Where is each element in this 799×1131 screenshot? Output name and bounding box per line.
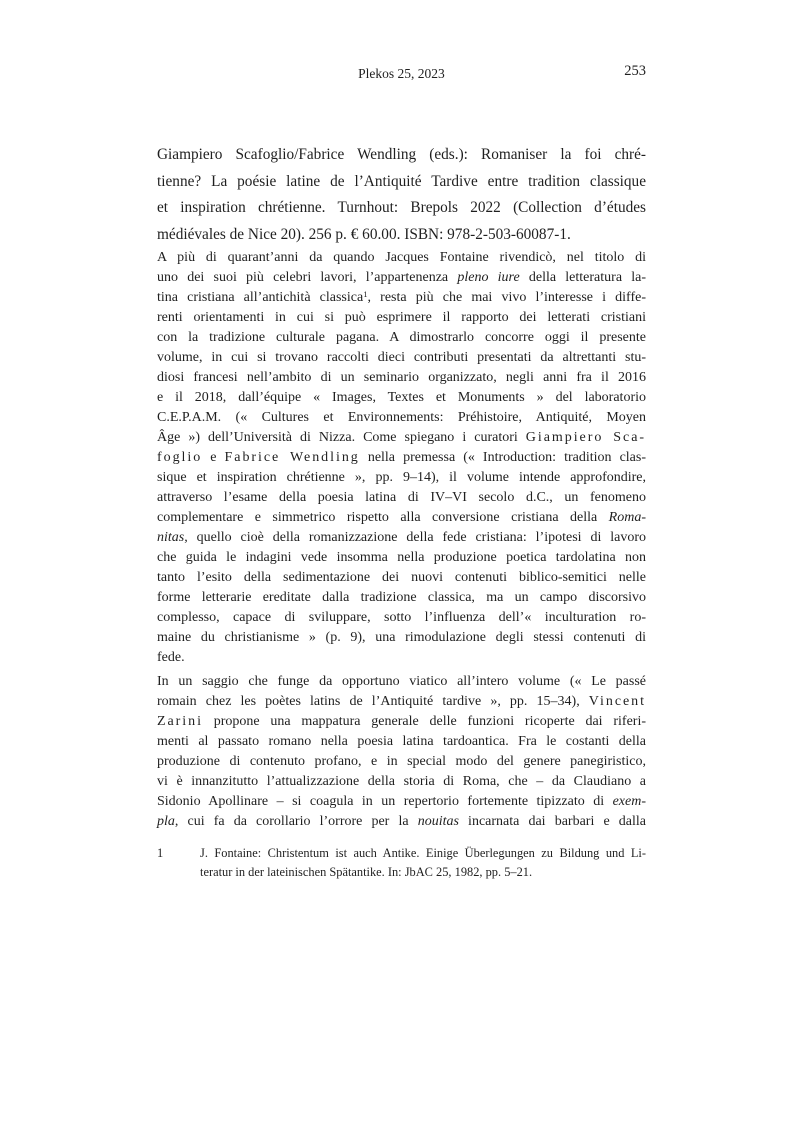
text-run: Roma- xyxy=(608,510,646,525)
text-run: che guida le indagini vede insomma nella produzione poetica tardolatina non xyxy=(157,550,646,565)
text-run: exem- xyxy=(612,794,646,809)
text-line xyxy=(157,568,646,588)
text-run: pleno iure xyxy=(457,270,520,285)
text-line xyxy=(157,792,646,812)
text-run: tanto l’esito della sedimentazione dei nuovi contenuti biblico-semitici nelle xyxy=(157,570,646,585)
text-line xyxy=(157,468,646,488)
text-line xyxy=(157,548,646,568)
footnote-reference: 1 xyxy=(363,288,368,299)
text-run: foglio xyxy=(157,450,203,465)
text-run: uno dei suoi più celebri lavori, l’appartenenza xyxy=(157,270,458,285)
text-line xyxy=(157,328,646,348)
text-line xyxy=(200,863,646,882)
text-run: nitas xyxy=(157,530,185,545)
text-line xyxy=(157,528,646,548)
text-line xyxy=(157,508,646,528)
text-run: Fabrice Wendling xyxy=(224,450,360,465)
text-line xyxy=(157,388,646,408)
text-run: romain chez les poètes latins de l’Antiquité tardive », pp. 15–34), xyxy=(157,694,589,709)
review-heading xyxy=(157,142,646,248)
text-run: A più di quarant’anni da quando Jacques Fontaine rivendicò, nel titolo di xyxy=(157,250,646,265)
text-line xyxy=(157,692,646,712)
text-run: , resta più che mai vivo l’interesse i diffe- xyxy=(367,290,646,305)
text-run: produzione di contenuto profano, e in special modo del genere panegiristico, xyxy=(157,754,646,769)
running-head xyxy=(157,63,646,82)
text-line xyxy=(157,428,646,448)
text-run: fede. xyxy=(157,650,185,665)
text-run: médiévales de Nice 20). 256 p. € 60.00. ISBN: 978-2-503-60087-1. xyxy=(157,225,571,243)
text-line xyxy=(157,488,646,508)
text-line xyxy=(157,672,646,692)
text-run: propone una mappatura generale delle funzioni ricoperte dai riferi- xyxy=(202,714,646,729)
text-run: , cui fa da corollario l’orrore per la xyxy=(174,814,418,829)
text-run: sique et inspiration chrétienne », pp. 9–14), il volume intende approfondire, xyxy=(157,470,646,485)
text-run: J. Fontaine: Christentum ist auch Antike. Einige Überlegungen zu Bildung und Li- xyxy=(200,846,646,860)
text-run: con la tradizione culturale pagana. A dimostrarlo concorre oggi il presente xyxy=(157,330,646,345)
text-line xyxy=(157,368,646,388)
text-line xyxy=(157,732,646,752)
text-run: della letteratura la- xyxy=(519,270,646,285)
text-run: diosi francesi nell’ambito di un seminario organizzato, negli anni fra il 2016 xyxy=(157,370,646,385)
text-line xyxy=(157,248,646,268)
text-run: Sidonio Apollinare – si coagula in un repertorio fortemente tipizzato di xyxy=(157,794,613,809)
text-line xyxy=(157,142,646,169)
text-run: Giampiero Scafoglio/Fabrice Wendling (eds.): Romaniser la foi chré- xyxy=(157,146,646,163)
footnote xyxy=(157,844,646,882)
text-run: tina cristiana all’antichità classica xyxy=(157,290,364,305)
text-line xyxy=(157,648,646,668)
text-line xyxy=(157,812,646,832)
text-run: vi è innanzitutto l’attualizzazione della storia di Roma, che – da Claudiano a xyxy=(157,774,646,789)
text-line xyxy=(200,844,646,863)
text-column xyxy=(157,0,646,882)
text-run: Vincent xyxy=(588,694,646,709)
text-line xyxy=(157,195,646,222)
text-line xyxy=(157,288,646,308)
paragraph xyxy=(157,248,646,668)
paragraph xyxy=(157,672,646,832)
text-line xyxy=(157,222,646,249)
text-run: renti orientamenti in cui si può esprimere il rapporto dei letterati cristiani xyxy=(157,310,646,325)
text-run: Zarini xyxy=(157,714,203,729)
footnote-number: 1 xyxy=(157,846,164,860)
page-number: 253 xyxy=(624,63,646,79)
text-line xyxy=(157,588,646,608)
text-run: e xyxy=(202,450,225,465)
text-run: nouitas xyxy=(417,814,459,829)
text-run: volume, in cui si trovano raccolti dieci contributi presentati da altrettanti stu- xyxy=(157,350,646,365)
text-run: nella premessa (« Introduction: tradition clas- xyxy=(359,450,646,465)
text-run: teratur in der lateinischen Spätantike. In: JbAC 25, 1982, pp. 5–21. xyxy=(200,865,533,879)
text-run: incarnata dai barbari e dalla xyxy=(458,814,646,829)
text-run: maine du christianisme » (p. 9), una rimodulazione degli stessi contenuti di xyxy=(157,630,646,645)
text-line xyxy=(157,628,646,648)
text-run: tienne? La poésie latine de l’Antiquité Tardive entre tradition classique xyxy=(157,172,646,190)
text-run: , quello cioè della romanizzazione della fede cristiana: l’ipotesi di lavoro xyxy=(184,530,646,545)
text-line xyxy=(157,608,646,628)
text-run: menti al passato romano nella poesia latina tardoantica. Fra le costanti della xyxy=(157,734,646,749)
text-run: forme letterarie ereditate dalla tradizione classica, ma un campo discorsivo xyxy=(157,590,646,605)
text-run: Âge ») dell’Università di Nizza. Come spiegano i curatori xyxy=(157,430,526,445)
text-run: C.E.P.A.M. (« Cultures et Environnements: Préhistoire, Antiquité, Moyen xyxy=(157,410,646,425)
journal-title: Plekos 25, 2023 xyxy=(358,66,445,81)
text-line xyxy=(157,348,646,368)
text-line xyxy=(157,268,646,288)
text-run: et inspiration chrétienne. Turnhout: Brepols 2022 (Collection d’études xyxy=(157,199,646,216)
text-run: e il 2018, dall’équipe « Images, Textes et Monuments » del laboratorio xyxy=(157,390,646,405)
text-run: attraverso l’esame della poesia latina di IV–VI secolo d.C., un fenomeno xyxy=(157,490,646,505)
text-line xyxy=(157,752,646,772)
footnote-text xyxy=(200,844,646,882)
text-run: complesso, capace di sviluppare, sotto l’influenza dell’« inculturation ro- xyxy=(157,610,646,625)
text-line xyxy=(157,308,646,328)
text-line xyxy=(157,712,646,732)
text-line xyxy=(157,448,646,468)
text-line xyxy=(157,408,646,428)
text-run: Giampiero Sca- xyxy=(525,430,647,445)
text-run: In un saggio che funge da opportuno viatico all’intero volume (« Le passé xyxy=(157,674,646,689)
text-line xyxy=(157,169,646,196)
text-run: complementare e simmetrico rispetto alla conversione cristiana della xyxy=(157,510,609,525)
text-line xyxy=(157,772,646,792)
text-run: pla xyxy=(157,814,175,829)
